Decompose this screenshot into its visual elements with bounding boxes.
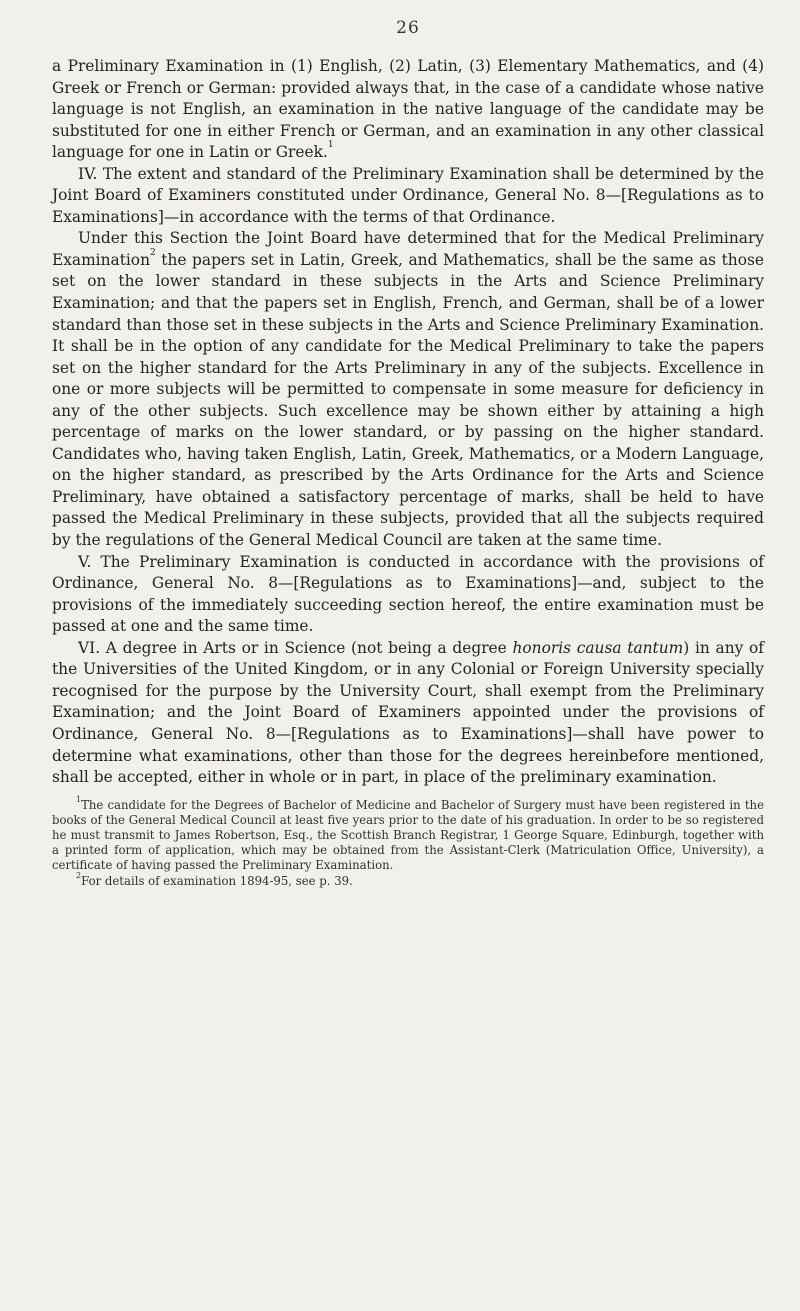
paragraph-section-vi <box>52 638 764 789</box>
document-page <box>52 18 764 889</box>
paragraph-text-rest: the papers set in Latin, Greek, and Mathematics, shall be the same as those set on the lower standard in these subjects in the Arts and Science Preliminary Examination; and that the papers set in English, French, and German, shall be of a lower standard than those set in these subjects in the Arts and Science Preliminary Examination. It shall be in the option of any candidate for the Medical Preliminary to take the papers set on the higher standard for the Arts Preliminary in any of the subjects. Excellence in one or more subjects will be permitted to compensate in some measure for deficiency in any of the other subjects. Such excellence may be shown either by attaining a high percentage of marks on the lower standard, or by passing on the higher standard. Candidates who, having taken English, Latin, Greek, Mathematics, or a Modern Language, on the higher standard, as prescribed by the Arts Ordinance for the Arts and Science Preliminary, have obtained a satisfactory percentage of marks, shall be held to have passed the Medical Preliminary in these subjects, provided that all the subjects required by the regulations of the General Medical Council are taken at the same time. <box>52 250 764 550</box>
page-number: 26 <box>396 18 420 38</box>
footnote-1 <box>52 794 764 874</box>
footnote-mark-2: 2 <box>76 870 82 880</box>
footnotes <box>52 794 764 889</box>
footnote-mark-1: 1 <box>76 794 82 804</box>
footnote-ref-1: 1 <box>327 140 334 151</box>
paragraph-text: a Preliminary Examination in (1) English, (2) Latin, (3) Elementary Mathematics, and (4) Greek or French or German: provided always that, in the case of a candidate whose native language is not English, an examination in the native language of the candidate may be substituted for one in either French or German, and an examination in any other classical language for one in Latin or Greek. <box>52 57 764 162</box>
footnote-text: The candidate for the Degrees of Bachelor of Medicine and Bachelor of Surgery must have been registered in the books of the General Medical Council at least five years prior to the date of his graduation. In order to be so registered he must transmit to James Robertson, Esq., the Scottish Branch Registrar, 1 George Square, Edinburgh, together with a printed form of application, which may be obtained from the Assistant-Clerk (Matriculation Office, University), a certificate of having passed the Preliminary Examination. <box>52 797 764 873</box>
paragraph-preliminary-subjects <box>52 56 764 164</box>
footnote-2 <box>52 870 764 889</box>
latin-phrase: honoris causa tantum <box>512 638 684 657</box>
paragraph-joint-board-determination <box>52 228 764 551</box>
paragraph-section-v: V. The Preliminary Examination is conducted in accordance with the provisions of Ordinance, General No. 8—[Regulations as to Examinations]—and, subject to the provisions of the immediately succeeding section hereof, the entire examination must be passed at one and the same time. <box>52 552 764 636</box>
paragraph-text-rest: ) in any of the Universities of the United Kingdom, or in any Colonial or Foreign University specially recognised for the purpose by the University Court, shall exempt from the Preliminary Examination; and the Joint Board of Examiners appointed under the provisions of Ordinance, General No. 8—[Regulations as to Examinations]—shall have power to determine what examinations, other than those for the degrees hereinbefore mentioned, shall be accepted, either in whole or in part, in place of the preliminary examination. <box>52 638 764 787</box>
paragraph-section-iv: IV. The extent and standard of the Preliminary Examination shall be determined by the Joint Board of Examiners constituted under Ordinance, General No. 8—[Regulations as to Examinations]—in accordance with the terms of that Ordinance. <box>52 164 764 226</box>
footnote-text: For details of examination 1894-95, see p. 39. <box>81 873 353 888</box>
paragraph-text-start: Under this Section the Joint Board have determined that for the Medical Preliminary Examination <box>52 229 764 269</box>
paragraph-text-start: VI. A degree in Arts or in Science (not being a degree <box>78 638 513 657</box>
footnote-ref-2: 2 <box>149 247 156 258</box>
